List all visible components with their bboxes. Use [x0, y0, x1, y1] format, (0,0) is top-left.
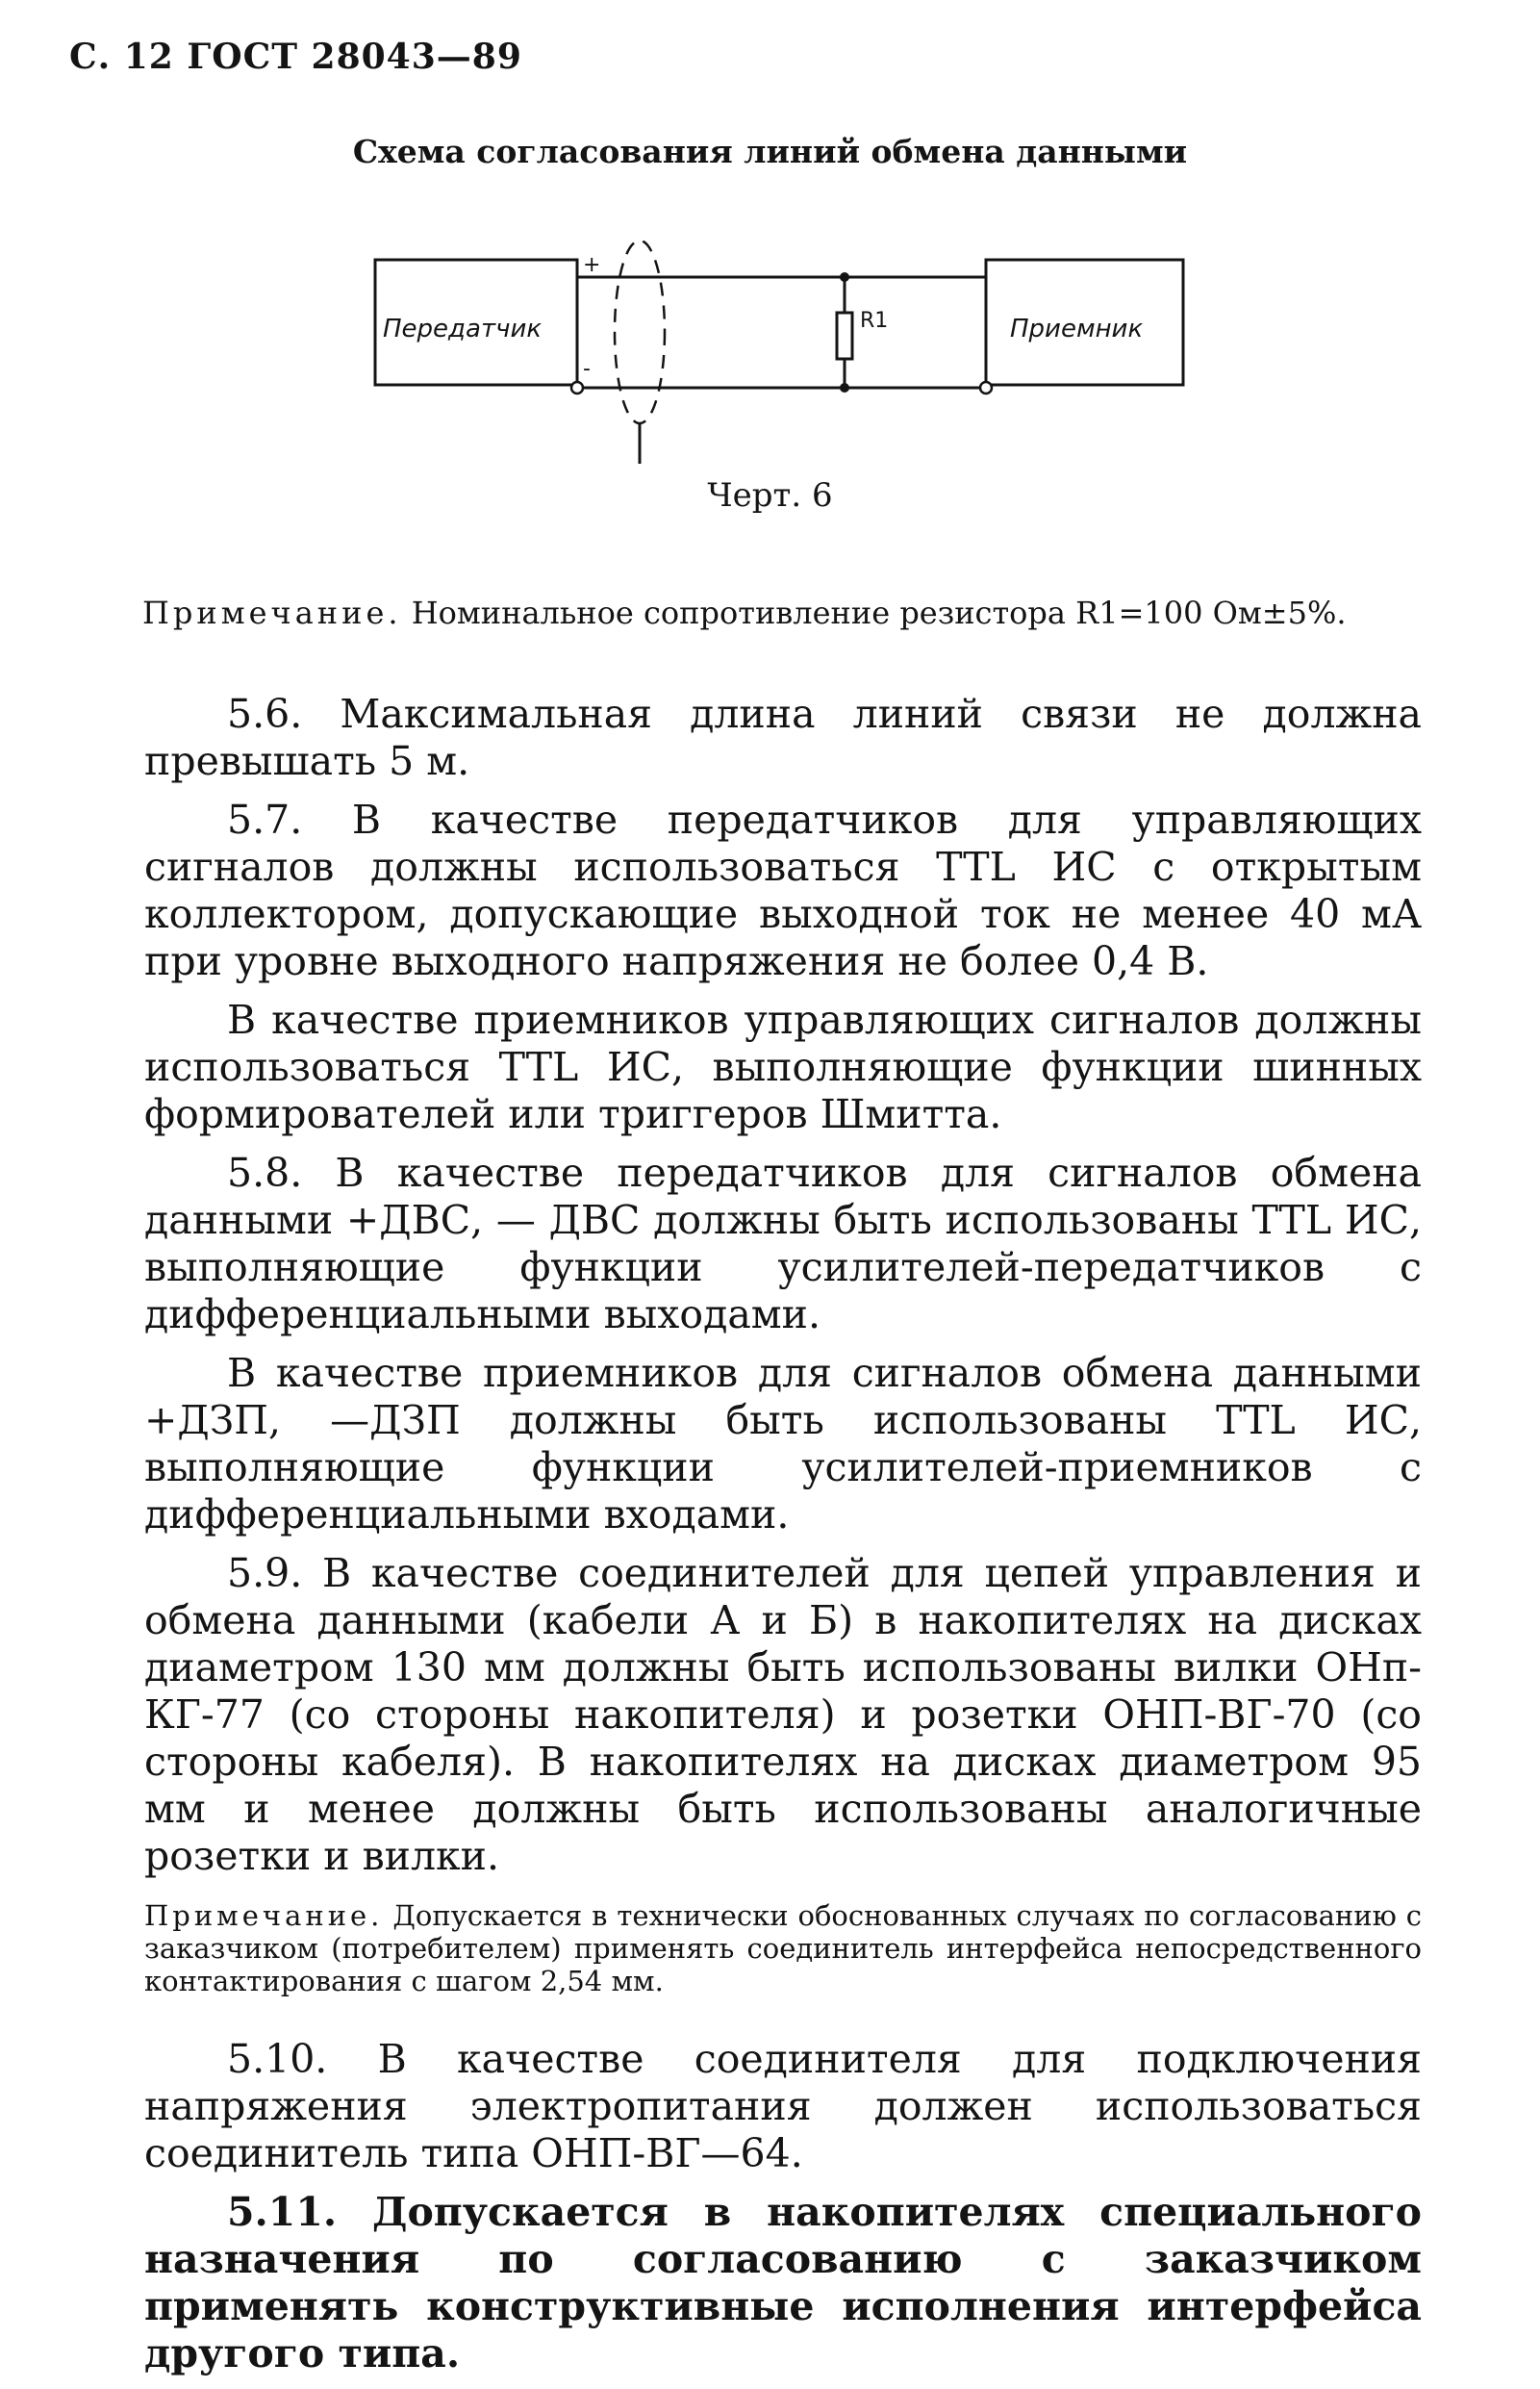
note-connector — [144, 1899, 1422, 1997]
resistor-r1 — [837, 313, 852, 359]
paragraph-5-9: 5.9. В качестве соединителей для цепей управления и обмена данными (кабели А и Б) в накопителях на дисках диаметром 130 мм должны быть использованы вилки ОНп-КГ-77 (со стороны накопителя) и розетки ОНП-ВГ-70 (со стороны кабеля). В накопителях на дисках диаметром 95 мм и менее должны быть использованы аналогичные розетки и вилки. — [144, 1550, 1422, 1879]
circuit-diagram — [356, 241, 1202, 471]
resistor-label: R1 — [860, 309, 889, 333]
paragraph-5-6: 5.6. Максимальная длина линий связи не должна превышать 5 м. — [144, 691, 1422, 784]
note-connector-text: Допускается в технически обоснованных случаях по согласованию с заказчиком (потребителем) применять соединитель интерфейса непосредственного контактирования с шагом 2,54 мм. — [144, 1899, 1422, 1997]
circuit-diagram-svg — [356, 241, 1202, 471]
paragraph-5-8-receivers: В качестве приемников для сигналов обмена данными +ДЗП, —ДЗП должны быть использованы TTL ИС, выполняющие функции усилителей-приемников с дифференциальными входами. — [144, 1350, 1422, 1538]
terminal-rx-minus — [980, 382, 992, 394]
diagram-title: Схема согласования линий обмена данными — [352, 133, 1188, 170]
terminal-tx-minus — [571, 382, 583, 394]
note-connector-label: Примечание. — [144, 1899, 384, 1932]
junction-top — [840, 272, 849, 282]
transmitter-label: Передатчик — [383, 315, 543, 343]
paragraph-5-11: 5.11. Допускается в накопителях специального назначения по согласованию с заказчиком применять конструктивные исполнения интерфейса другого типа. — [144, 2189, 1422, 2376]
receiver-label: Приемник — [1010, 315, 1144, 343]
minus-sign: - — [583, 357, 591, 381]
plus-sign: + — [583, 253, 601, 277]
cable-shield — [615, 241, 665, 423]
junction-bottom — [840, 383, 849, 393]
page-header: С. 12 ГОСТ 28043—89 — [69, 37, 522, 77]
figure-caption: Черт. 6 — [707, 476, 833, 515]
note-text: Номинальное сопротивление резистора R1=100 Ом±5%. — [411, 595, 1347, 631]
document-body — [144, 691, 1422, 2389]
paragraph-5-8: 5.8. В качестве передатчиков для сигналов обмена данными +ДВС, — ДВС должны быть использованы TTL ИС, выполняющие функции усилителей-передатчиков с дифференциальными выходами. — [144, 1150, 1422, 1337]
note-label: Примечание. — [142, 595, 402, 631]
note-resistor — [142, 595, 1347, 631]
paragraph-5-7: 5.7. В качестве передатчиков для управляющих сигналов должны использоваться TTL ИС с открытым коллектором, допускающие выходной ток не менее 40 мА при уровне выходного напряжения не более 0,4 В. — [144, 797, 1422, 984]
paragraph-5-10: 5.10. В качестве соединителя для подключения напряжения электропитания должен использоваться соединитель типа ОНП-ВГ—64. — [144, 2036, 1422, 2176]
paragraph-5-7-receivers: В качестве приемников управляющих сигналов должны использоваться TTL ИС, выполняющие функции шинных формирователей или триггеров Шмитта. — [144, 997, 1422, 1137]
